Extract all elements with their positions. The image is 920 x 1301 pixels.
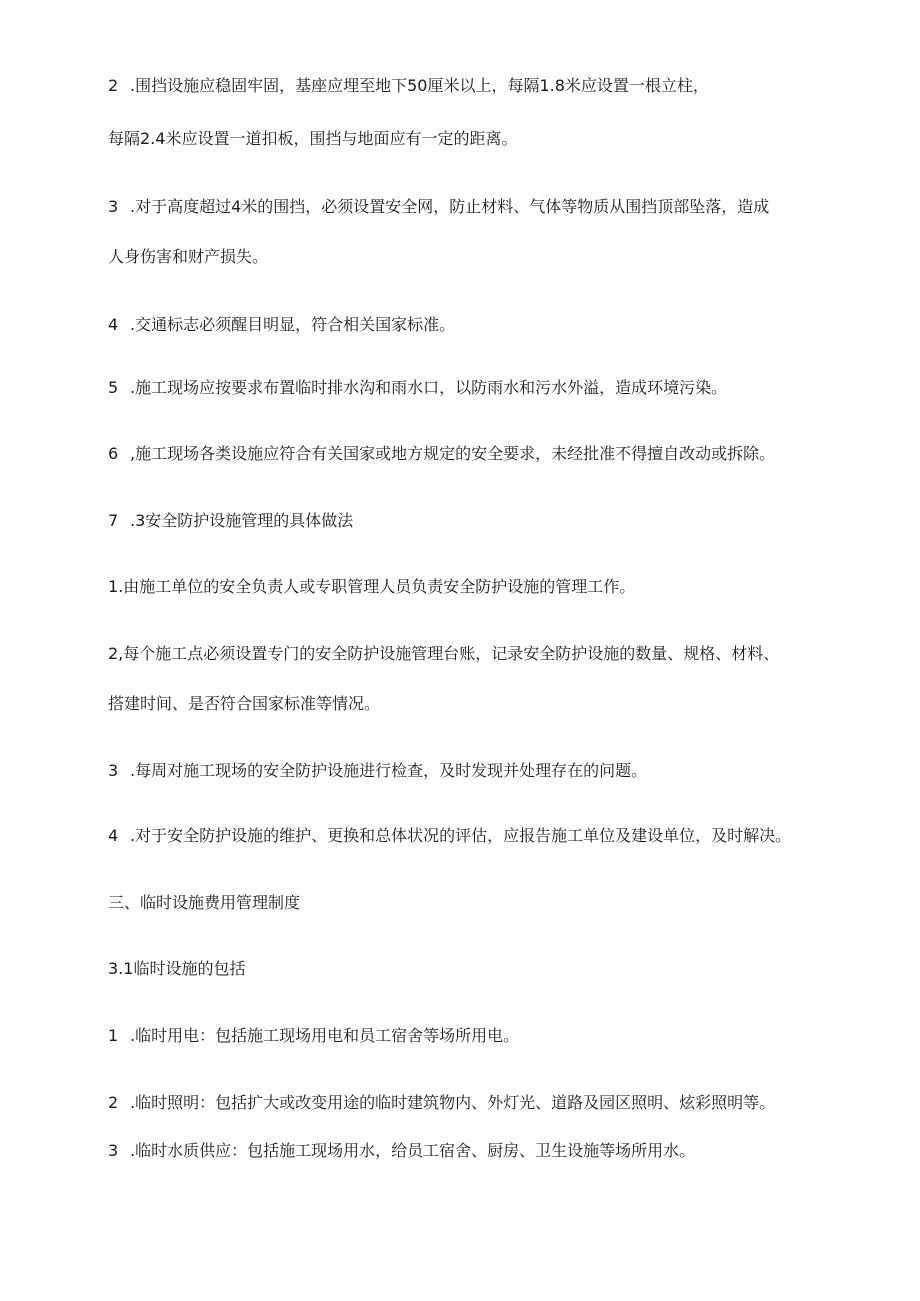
paragraph-line (108, 576, 838, 598)
list-number: 7 (108, 511, 119, 530)
list-number: 2 (108, 1093, 119, 1112)
line-text: .围挡设施应稳固牢固，基座应埋至地下50厘米以上，每隔1.8米应设置一根立柱， (130, 76, 709, 95)
line-text: .对于安全防护设施的维护、更换和总体状况的评估，应报告施工单位及建设单位，及时解决。 (130, 826, 792, 845)
list-number: 3 (108, 197, 119, 216)
paragraph-line (108, 1140, 838, 1162)
line-text: 每隔2.4米应设置一道扣板，围挡与地面应有一定的距离。 (108, 129, 518, 148)
paragraph-line (108, 246, 838, 268)
list-number: 3 (108, 761, 119, 780)
line-text: .3安全防护设施管理的具体做法 (130, 511, 354, 530)
paragraph-line (108, 1092, 838, 1114)
line-text: .对于高度超过4米的围挡，必须设置安全网，防止材料、气体等物质从围挡顶部坠落，造成 (130, 197, 770, 216)
list-number: 1 (108, 1026, 119, 1045)
paragraph-line (108, 377, 838, 399)
list-number: 6 (108, 444, 119, 463)
paragraph-line (108, 760, 838, 782)
paragraph-line (108, 1025, 838, 1047)
subsection-heading (108, 958, 838, 980)
paragraph-line (108, 443, 838, 465)
line-text: 搭建时间、是否符合国家标准等情况。 (108, 694, 381, 713)
paragraph-line (108, 825, 838, 847)
line-text: 1.由施工单位的安全负责人或专职管理人员负责安全防护设施的管理工作。 (108, 577, 636, 596)
paragraph-line (108, 75, 838, 97)
list-number: 4 (108, 315, 119, 334)
line-text: .每周对施工现场的安全防护设施进行检查，及时发现并处理存在的问题。 (130, 761, 648, 780)
paragraph-line (108, 643, 838, 665)
list-number: 5 (108, 378, 119, 397)
list-number: 4 (108, 826, 119, 845)
line-text: ,施工现场各类设施应符合有关国家或地方规定的安全要求，未经批准不得擅自改动或拆除。 (130, 444, 776, 463)
line-text: 2,每个施工点必须设置专门的安全防护设施管理台账，记录安全防护设施的数量、规格、材料、 (108, 644, 780, 663)
line-text: .施工现场应按要求布置临时排水沟和雨水口，以防雨水和污水外溢，造成环境污染。 (130, 378, 728, 397)
line-text: 3.1临时设施的包括 (108, 959, 246, 978)
section-heading (108, 510, 838, 532)
list-number: 3 (108, 1141, 119, 1160)
line-text: .临时照明：包括扩大或改变用途的临时建筑物内、外灯光、道路及园区照明、炫彩照明等。 (130, 1093, 776, 1112)
line-text: .临时用电：包括施工现场用电和员工宿舍等场所用电。 (130, 1026, 520, 1045)
paragraph-line (108, 128, 838, 150)
line-text: 三、临时设施费用管理制度 (108, 893, 301, 912)
list-number: 2 (108, 76, 119, 95)
line-text: 人身伤害和财产损失。 (108, 247, 269, 266)
paragraph-line (108, 314, 838, 336)
paragraph-line (108, 196, 838, 218)
line-text: .临时水质供应：包括施工现场用水，给员工宿舍、厨房、卫生设施等场所用水。 (130, 1141, 696, 1160)
paragraph-line (108, 693, 838, 715)
section-heading (108, 892, 838, 914)
line-text: .交通标志必须醒目明显，符合相关国家标准。 (130, 315, 456, 334)
